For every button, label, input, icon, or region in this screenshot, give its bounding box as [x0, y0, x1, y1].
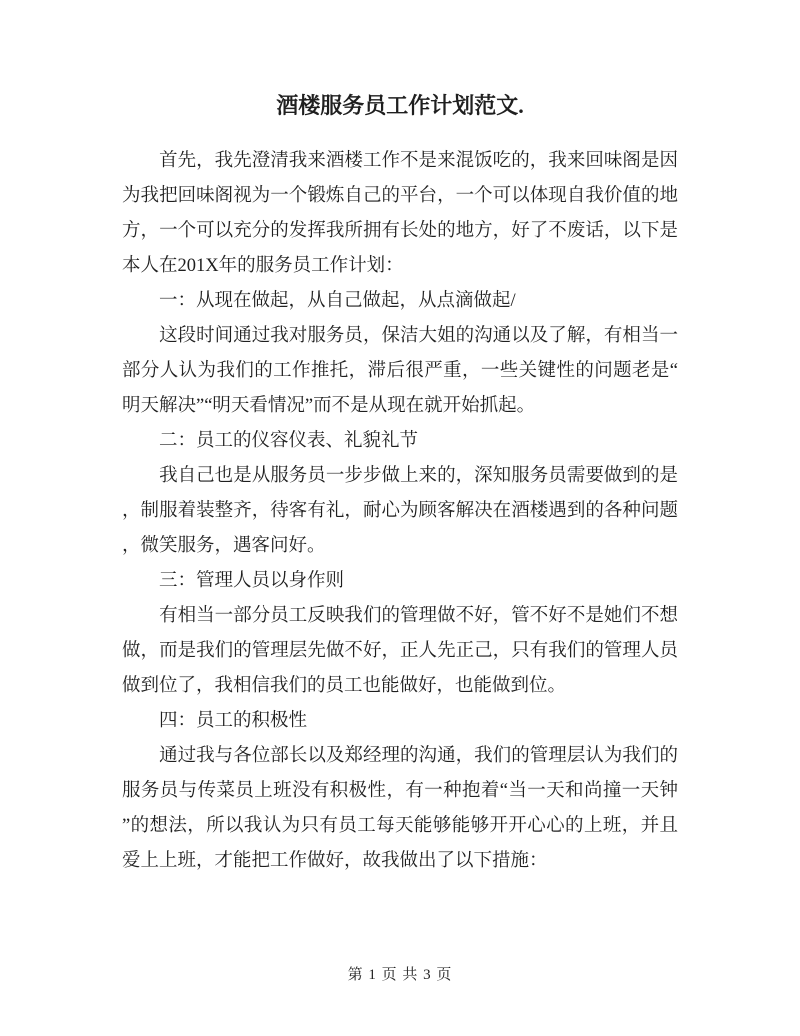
- text-line: 四：员工的积极性: [122, 711, 308, 731]
- text-line: 我自己也是从服务员一步步做上来的，深知服务员需要做到的是: [122, 466, 678, 486]
- text-line: 二：员工的仪容仪表、礼貌礼节: [122, 431, 419, 451]
- text-line: 首先，我先澄清我来酒楼工作不是来混饭吃的，我来回味阁是因: [122, 151, 678, 171]
- text-line: 这段时间通过我对服务员，保洁大姐的沟通以及了解，有相当一: [122, 326, 678, 346]
- paragraph-section-1: [122, 319, 678, 424]
- text-line: 本人在201X年的服务员工作计划：: [122, 256, 404, 276]
- text-line: 服务员与传菜员上班没有积极性，有一种抱着“当一天和尚撞一天钟: [122, 781, 678, 801]
- page-number-indicator: 第 1 页 共 3 页: [347, 967, 453, 983]
- document-title: 酒楼服务员工作计划范文.: [276, 93, 524, 118]
- text-line: 三：管理人员以身作则: [122, 571, 345, 591]
- text-line: 明天解决”“明天看情况”而不是从现在就开始抓起。: [122, 396, 536, 416]
- paragraph-heading-1: [122, 284, 678, 319]
- paragraph-heading-4: [122, 704, 678, 739]
- paragraph-heading-3: [122, 564, 678, 599]
- text-line: 为我把回味阁视为一个锻炼自己的平台，一个可以体现自我价值的地: [122, 186, 678, 206]
- text-line: 通过我与各位部长以及郑经理的沟通，我们的管理层认为我们的: [122, 746, 678, 766]
- text-line: 做到位了，我相信我们的员工也能做好，也能做到位。: [122, 676, 567, 696]
- text-line: ，微笑服务，遇客问好。: [122, 536, 326, 556]
- text-line: 部分人认为我们的工作推托，滞后很严重，一些关键性的问题老是“: [122, 361, 678, 381]
- page-footer: [0, 964, 800, 986]
- paragraph-section-2: [122, 459, 678, 564]
- text-line: 一：从现在做起，从自己做起，从点滴做起/: [122, 291, 516, 311]
- paragraph-section-3: [122, 599, 678, 704]
- text-line: ”的想法，所以我认为只有员工每天能够能够开开心心的上班，并且: [122, 816, 678, 836]
- text-line: ，制服着装整齐，待客有礼，耐心为顾客解决在酒楼遇到的各种问题: [122, 501, 678, 521]
- text-line: 做，而是我们的管理层先做不好，正人先正己，只有我们的管理人员: [122, 641, 678, 661]
- text-line: 方，一个可以充分的发挥我所拥有长处的地方，好了不废话，以下是: [122, 221, 678, 241]
- text-line: 有相当一部分员工反映我们的管理做不好，管不好不是她们不想: [122, 606, 678, 626]
- text-line: 爱上上班，才能把工作做好，故我做出了以下措施：: [122, 851, 548, 871]
- paragraph-intro: [122, 144, 678, 284]
- document-body: [122, 144, 678, 879]
- paragraph-section-4: [122, 739, 678, 879]
- paragraph-heading-2: [122, 424, 678, 459]
